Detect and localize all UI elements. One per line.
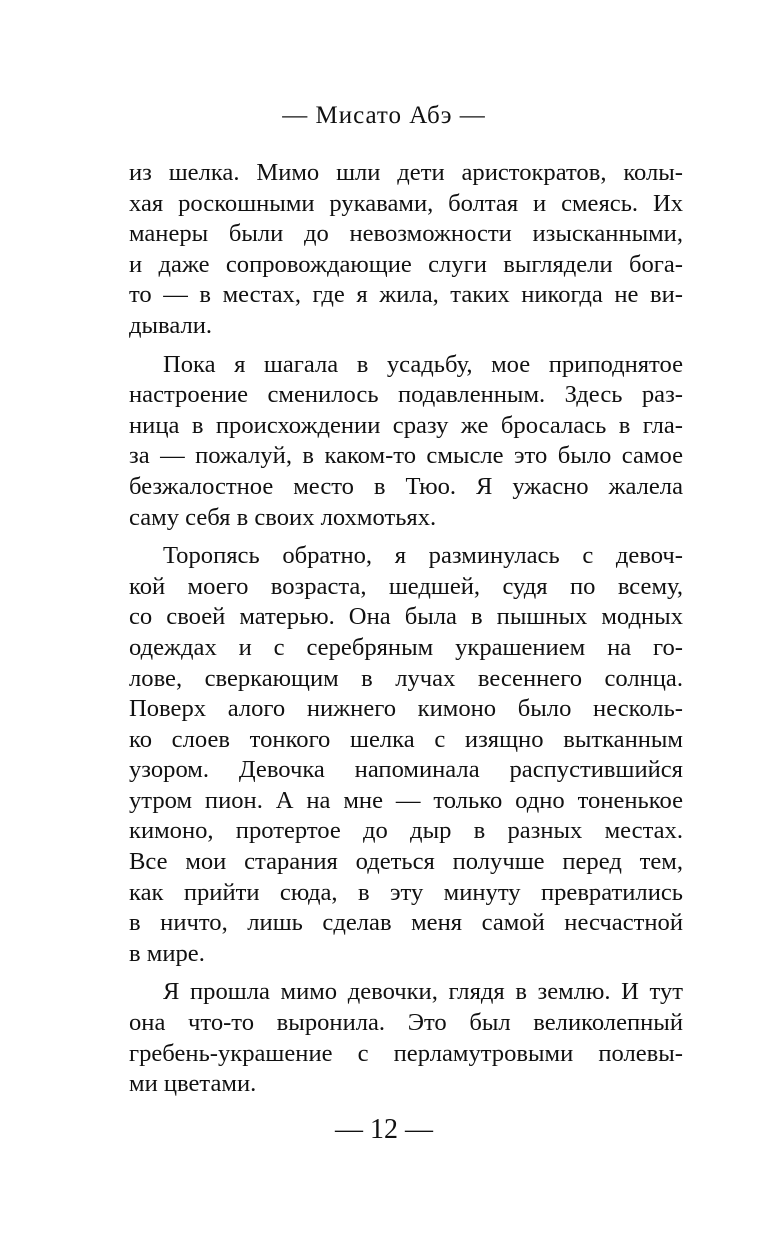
text-line: и даже сопровождающие слуги выглядели бога- [129, 250, 683, 278]
paragraph [129, 977, 683, 1099]
page-number: — 12 — [335, 1114, 433, 1145]
text-line: лове, сверкающим в лучах весеннего солнца. [129, 664, 683, 692]
text-line: в ничто, лишь сделав меня самой несчастной [129, 909, 683, 937]
text-line: утром пион. А на мне — только одно тоненькое [129, 786, 683, 814]
text-line: саму себя в своих лохмотьях. [129, 503, 437, 531]
paragraph [129, 350, 683, 534]
paragraph-gap [129, 969, 683, 977]
text-line: узором. Девочка напоминала распустившийся [129, 756, 683, 784]
paragraph-gap [129, 342, 683, 350]
text-line: в мире. [129, 939, 205, 967]
text-line: она что-то выронила. Это был великолепный [129, 1009, 683, 1037]
text-line: дывали. [129, 311, 213, 339]
text-line: настроение сменилось подавленным. Здесь раз- [129, 381, 683, 409]
text-line: за — пожалуй, в каком-то смысле это было самое [129, 442, 683, 470]
text-line: Пока я шагала в усадьбу, мое приподнятое [163, 350, 683, 378]
text-line: хая роскошными рукавами, болтая и смеясь. Их [129, 189, 683, 217]
text-line: ница в происхождении сразу же бросалась в гла- [129, 411, 683, 439]
body-text [129, 158, 683, 1100]
text-line: Я прошла мимо девочки, глядя в землю. И тут [163, 978, 683, 1006]
text-line: из шелка. Мимо шли дети аристократов, колы- [129, 159, 683, 186]
running-header: — Мисато Абэ — [282, 102, 486, 129]
text-line: как прийти сюда, в эту минуту превратились [129, 878, 683, 906]
text-line: со своей матерью. Она была в пышных модных [129, 603, 683, 631]
text-line: манеры были до невозможности изысканными, [129, 220, 683, 248]
text-line: Все мои старания одеться получше перед тем, [129, 848, 683, 876]
text-line: безжалостное место в Тюо. Я ужасно жалела [129, 472, 683, 500]
paragraph [129, 541, 683, 969]
text-line: гребень-украшение с перламутровыми полевы- [129, 1039, 683, 1067]
paragraph-gap [129, 533, 683, 541]
text-line: кой моего возраста, шедшей, судя по всему, [129, 572, 683, 600]
text-line: одеждах и с серебряным украшением на го- [129, 633, 683, 661]
text-line: Торопясь обратно, я разминулась с девоч- [163, 542, 683, 570]
text-line: ко слоев тонкого шелка с изящно вытканным [129, 725, 683, 753]
text-line: то — в местах, где я жила, таких никогда не ви- [129, 281, 683, 309]
paragraph [129, 158, 683, 342]
text-line: кимоно, протертое до дыр в разных местах. [129, 817, 683, 845]
text-line: Поверх алого нижнего кимоно было несколь- [129, 695, 683, 723]
text-line: ми цветами. [129, 1070, 257, 1098]
